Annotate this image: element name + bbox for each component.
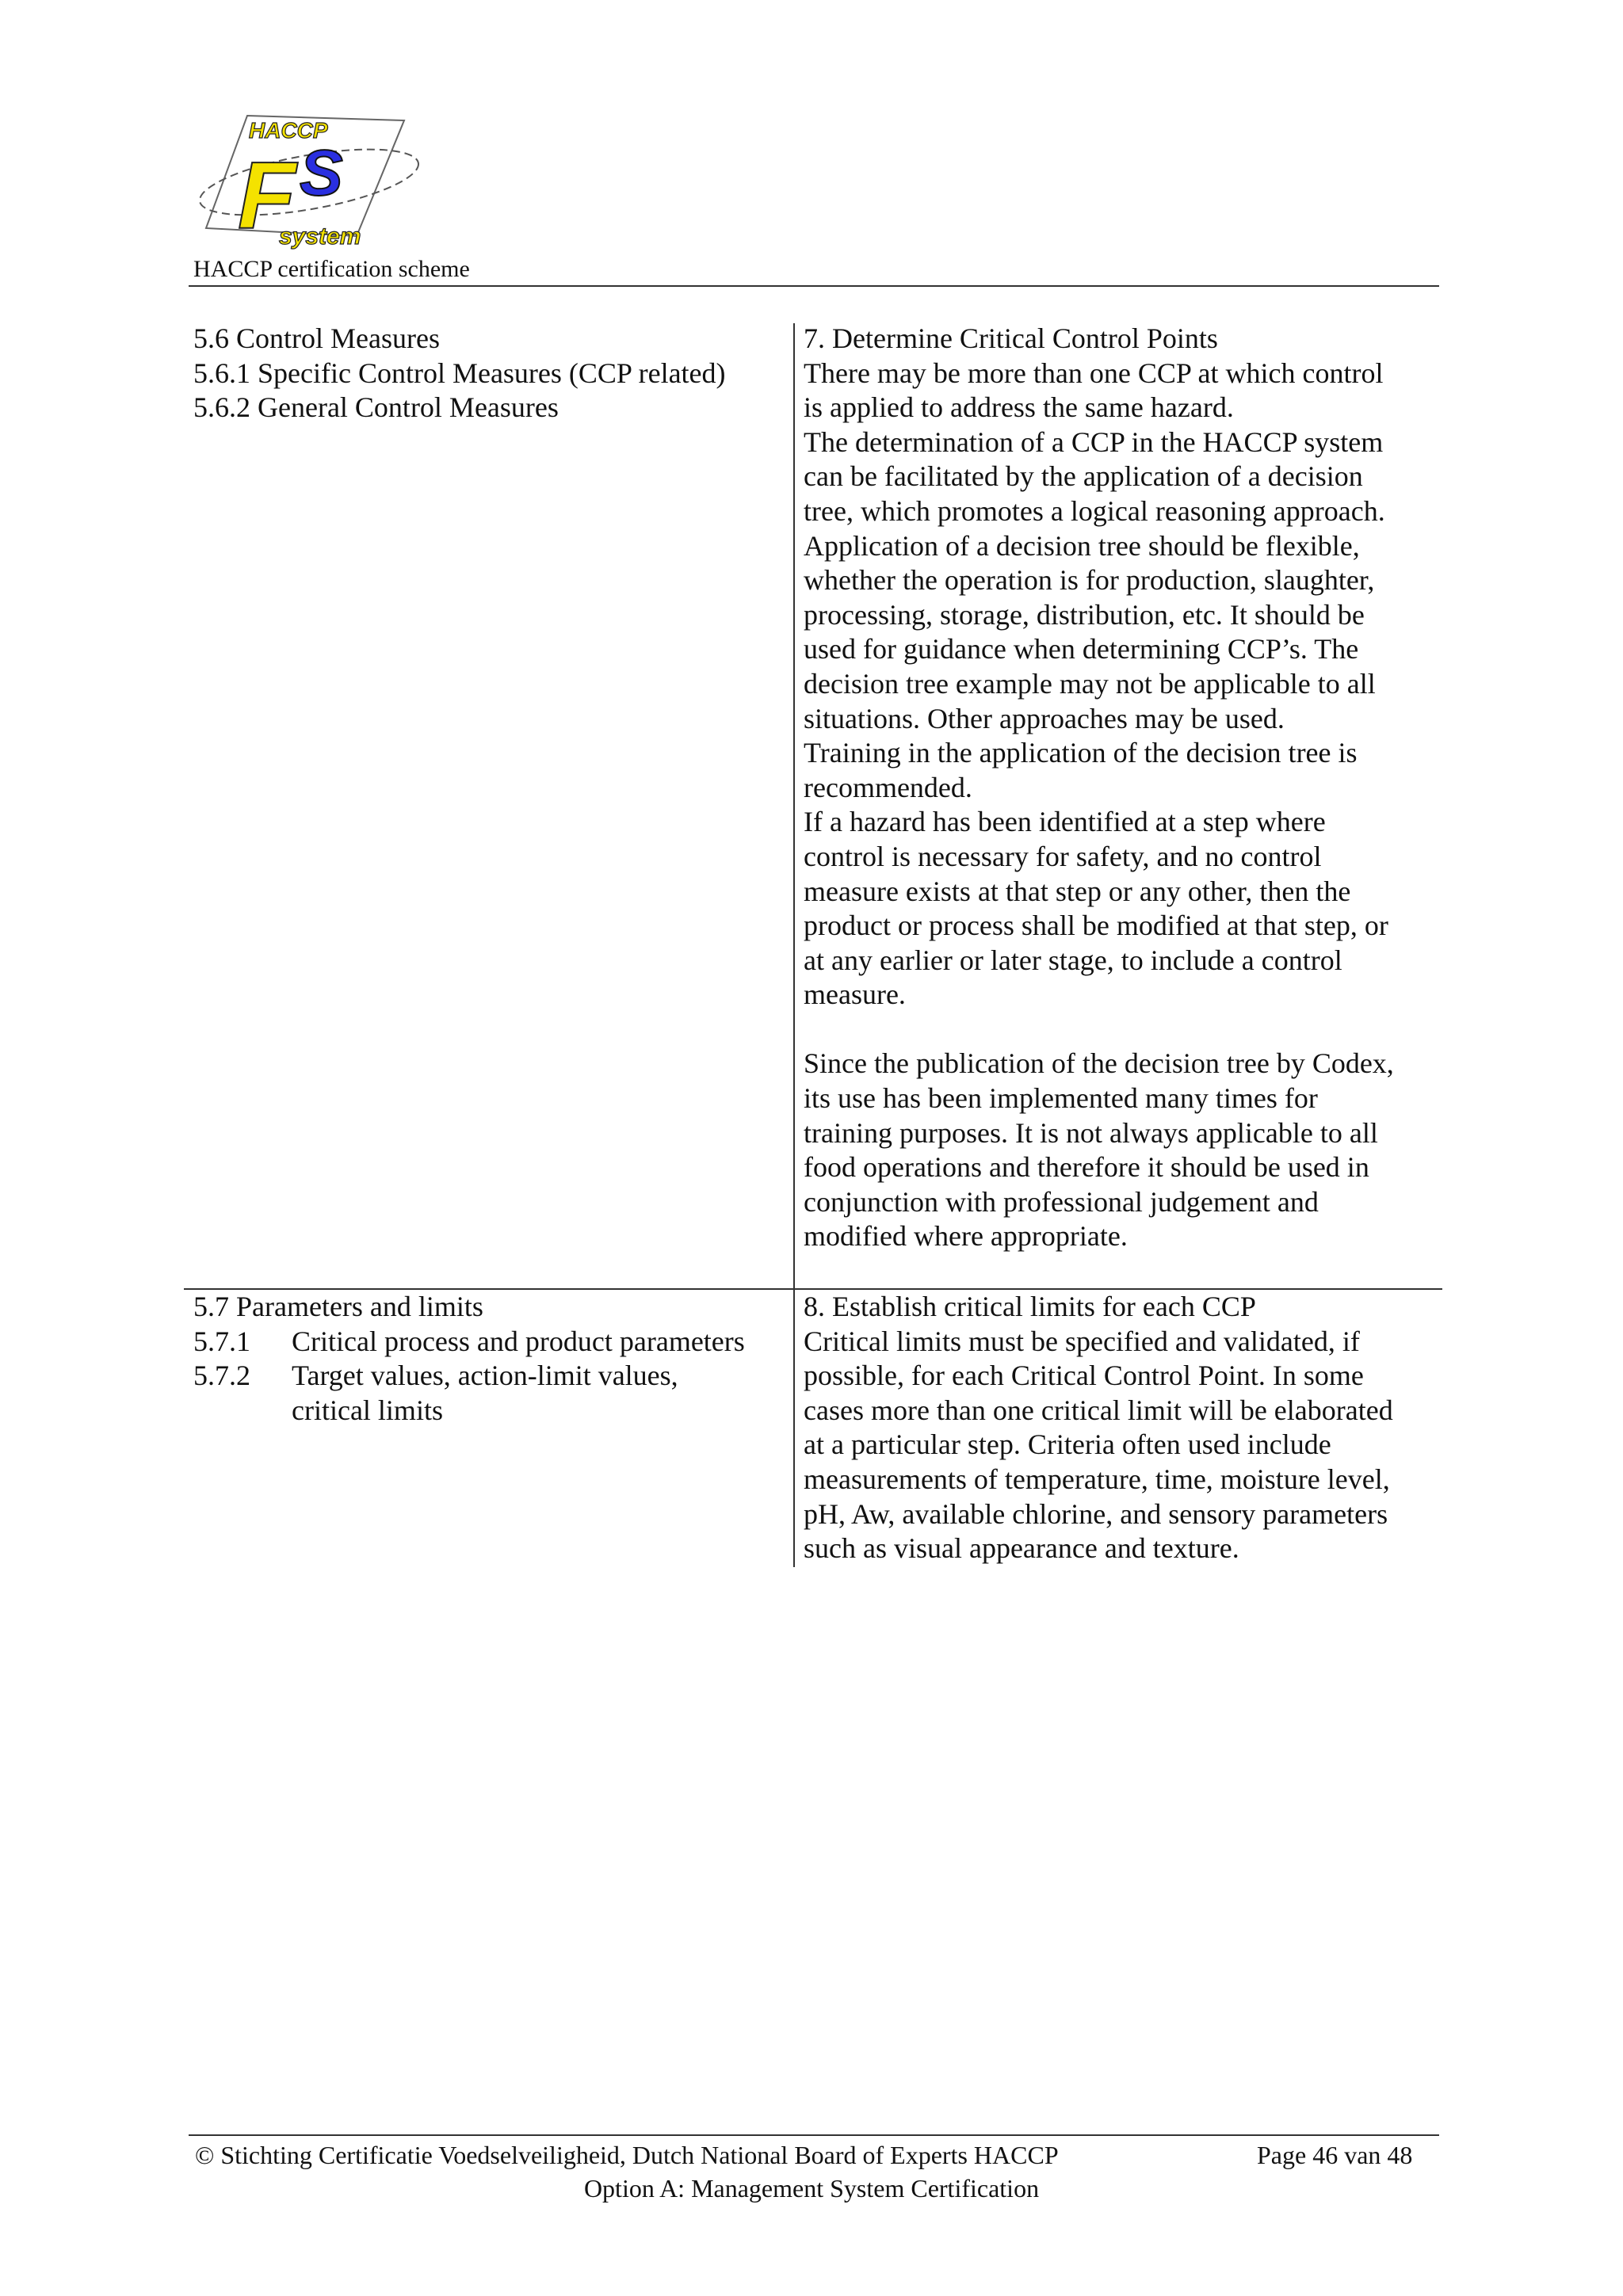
- text-line: whether the operation is for production, slaughter,: [804, 564, 1375, 597]
- header-divider: [189, 285, 1439, 287]
- table-column-divider: [793, 323, 795, 1288]
- text-line: cases more than one critical limit will be elaborated: [804, 1394, 1393, 1426]
- table-row1-left-cell: [193, 322, 780, 425]
- logo-text-system: system: [279, 223, 361, 250]
- paragraph-spacer: [804, 1013, 1438, 1047]
- text-line: its use has been implemented many times for: [804, 1082, 1318, 1115]
- text-line: measure.: [804, 978, 906, 1011]
- text-line: measurements of temperature, time, moisture level,: [804, 1463, 1390, 1495]
- logo-letter-s: S: [300, 137, 343, 209]
- section-heading: 5.6 Control Measures: [193, 322, 440, 354]
- text-line: situations. Other approaches may be used.: [804, 702, 1285, 734]
- section-heading: 5.7 Parameters and limits: [193, 1291, 483, 1322]
- logo-text-haccp: HACCP: [249, 118, 328, 143]
- footer-copyright: © Stichting Certificatie Voedselveiligheid, Dutch National Board of Experts HACCP: [195, 2141, 1059, 2169]
- subsection-item: 5.6.1 Specific Control Measures (CCP related): [193, 357, 726, 389]
- table-column-divider: [793, 1288, 795, 1567]
- subsection-item: [193, 1325, 780, 1360]
- logo-letter-f: F: [238, 143, 296, 249]
- text-line: Since the publication of the decision tree by Codex,: [804, 1047, 1394, 1080]
- text-line: There may be more than one CCP at which control: [804, 357, 1384, 389]
- table-row1-right-cell: [804, 322, 1438, 1254]
- text-line: food operations and therefore it should be used in: [804, 1151, 1369, 1184]
- paragraph-block: [804, 1047, 1438, 1254]
- text-line: recommended.: [804, 771, 972, 803]
- text-line: Critical limits must be specified and validated, if: [804, 1325, 1360, 1357]
- footer-page-number: Page 46 van 48: [1257, 2141, 1413, 2169]
- text-line: such as visual appearance and texture.: [804, 1532, 1239, 1565]
- subsection-item: [193, 1359, 780, 1394]
- table-row2-right-cell: [804, 1290, 1438, 1566]
- text-line: Training in the application of the decision tree is: [804, 737, 1358, 769]
- paragraph-block: [804, 357, 1438, 1013]
- text-line: pH, Aw, available chlorine, and sensory parameters: [804, 1497, 1388, 1530]
- text-line: modified where appropriate.: [804, 1220, 1128, 1253]
- page-header-title: HACCP certification scheme: [193, 256, 470, 282]
- text-line: control is necessary for safety, and no control: [804, 840, 1322, 872]
- text-line: The determination of a CCP in the HACCP system: [804, 425, 1384, 458]
- codex-step-heading: 8. Establish critical limits for each CCP: [804, 1291, 1256, 1322]
- text-line: product or process shall be modified at that step, or: [804, 910, 1388, 942]
- logo-graphic: [190, 109, 428, 252]
- subsection-number: 5.7.2: [193, 1360, 250, 1392]
- text-line: at any earlier or later stage, to include a control: [804, 944, 1342, 976]
- text-line: conjunction with professional judgement and: [804, 1185, 1319, 1218]
- text-line: Application of a decision tree should be flexible,: [804, 529, 1360, 562]
- text-line: is applied to address the same hazard.: [804, 391, 1234, 424]
- text-line: used for guidance when determining CCP’s. The: [804, 633, 1359, 666]
- subsection-text: Target values, action-limit values,: [292, 1360, 678, 1392]
- codex-step-heading: 7. Determine Critical Control Points: [804, 322, 1218, 354]
- text-line: at a particular step. Criteria often used include: [804, 1428, 1331, 1461]
- subsection-item: 5.6.2 General Control Measures: [193, 391, 559, 424]
- text-line: tree, which promotes a logical reasoning approach.: [804, 494, 1385, 527]
- subsection-continuation: critical limits: [292, 1394, 443, 1426]
- text-line: can be facilitated by the application of a decision: [804, 460, 1363, 493]
- haccp-fs-system-logo: [190, 109, 428, 252]
- subsection-number: 5.7.1: [193, 1325, 250, 1357]
- footer-subtitle: Option A: Management System Certification: [583, 2174, 1040, 2203]
- text-line: possible, for each Critical Control Point. In some: [804, 1360, 1364, 1392]
- text-line: decision tree example may not be applicable to all: [804, 667, 1376, 700]
- text-line: measure exists at that step or any other, then the: [804, 875, 1351, 907]
- text-line: If a hazard has been identified at a step where: [804, 806, 1326, 838]
- text-line: training purposes. It is not always applicable to all: [804, 1116, 1378, 1149]
- footer-divider: [189, 2134, 1439, 2136]
- subsection-text: Critical process and product parameters: [292, 1325, 745, 1357]
- text-line: processing, storage, distribution, etc. It should be: [804, 598, 1365, 631]
- table-row2-left-cell: [193, 1290, 780, 1428]
